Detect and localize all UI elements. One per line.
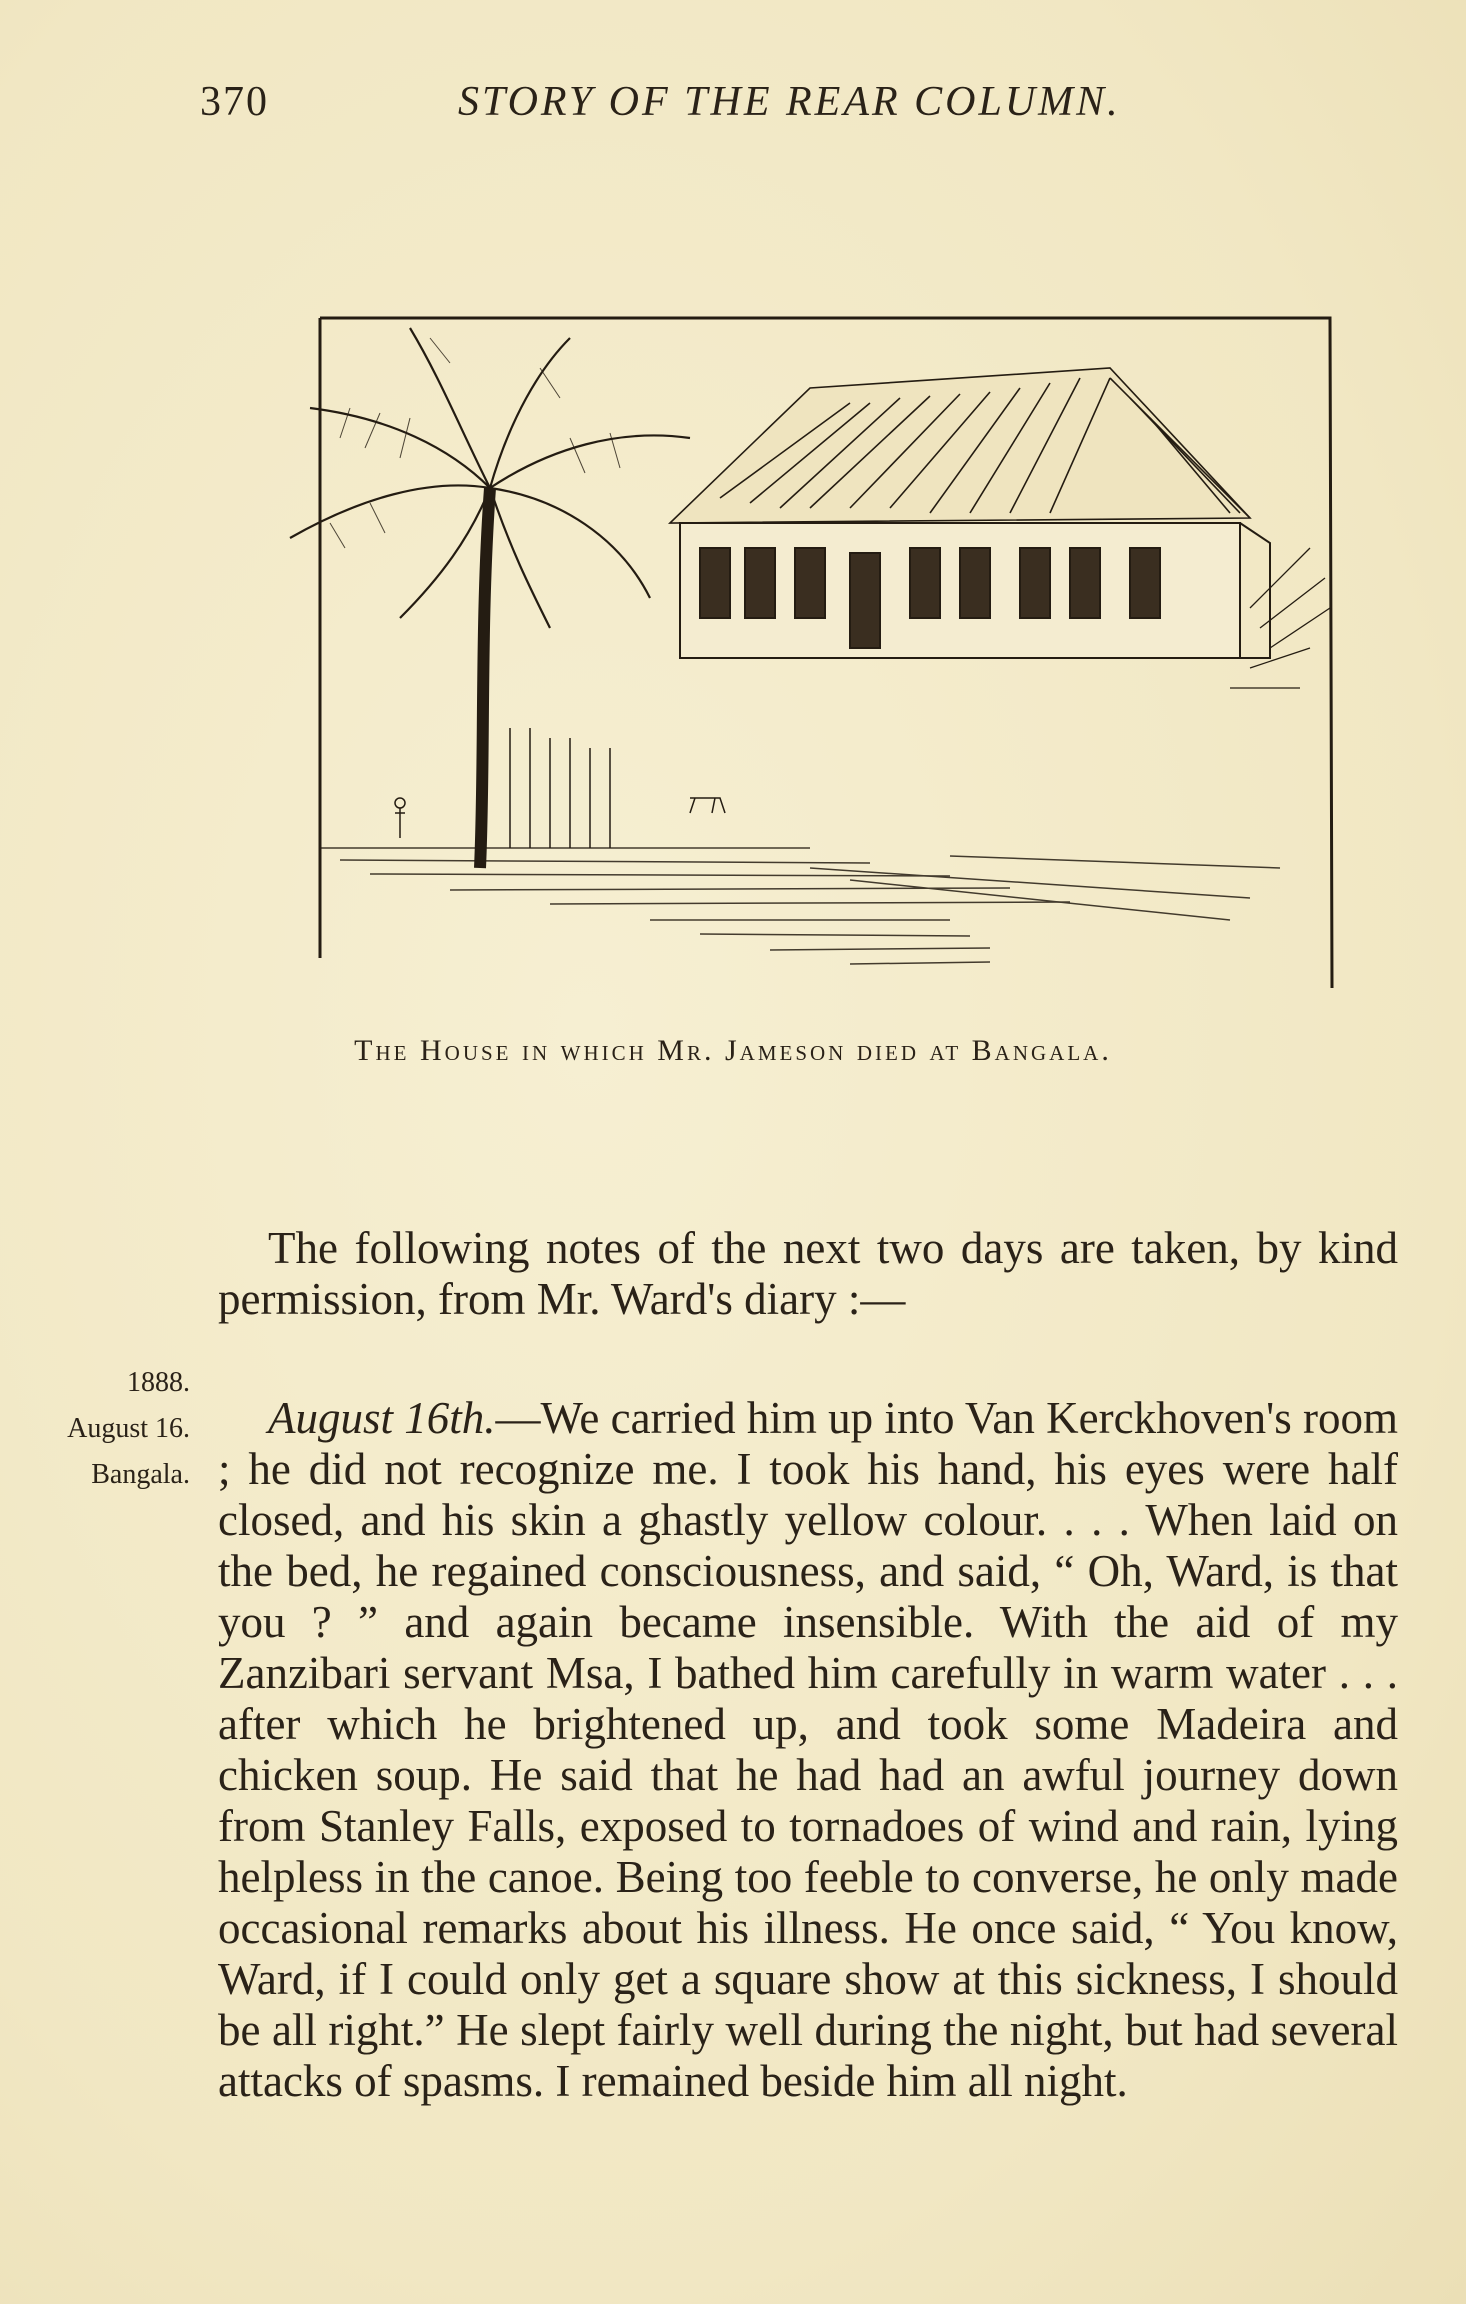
page-number: 370 — [200, 79, 269, 125]
margin-note — [0, 1360, 190, 1498]
house-engraving — [250, 308, 1340, 988]
diary-entry-date: August 16th. — [268, 1393, 496, 1443]
margin-date: August 16. — [67, 1413, 190, 1444]
diary-entry-text: —We carried him up into Van Kerckhoven's room ; he did not recognize me. I took his hand, his eyes were half closed, and his skin a ghastly yellow colour. . . . When laid on the bed, he regained consciousness, and said, “ Oh, Ward, is that you ? ” and again became insensible. With the aid of my Zanzibari servant Msa, I bathed him carefully in warm water . . . after which he brightened up, and took some Madeira and chicken soup. He said that he had had an awful journey down from Stanley Falls, exposed to tornadoes of wind and rain, lying helpless in the canoe. Being too feeble to converse, he only made occasional remarks about his illness. He once said, “ You know, Ward, if I could only get a square show at this sickness, I should be all right.” He slept fairly well during the night, but had several attacks of spasms. I remained beside him all night. — [218, 1393, 1398, 2106]
intro-paragraph: The following notes of the next two days are taken, by kind permission, from Mr. Ward's diary :— — [218, 1223, 1398, 1324]
running-title: STORY OF THE REAR COLUMN. — [458, 79, 1121, 125]
diary-entry — [218, 1393, 1398, 2107]
illustration-caption: The House in which Mr. Jameson died at Bangala. — [354, 1034, 1112, 1067]
margin-place: Bangala. — [91, 1459, 190, 1490]
running-head — [200, 78, 1200, 138]
margin-year: 1888. — [127, 1367, 190, 1398]
